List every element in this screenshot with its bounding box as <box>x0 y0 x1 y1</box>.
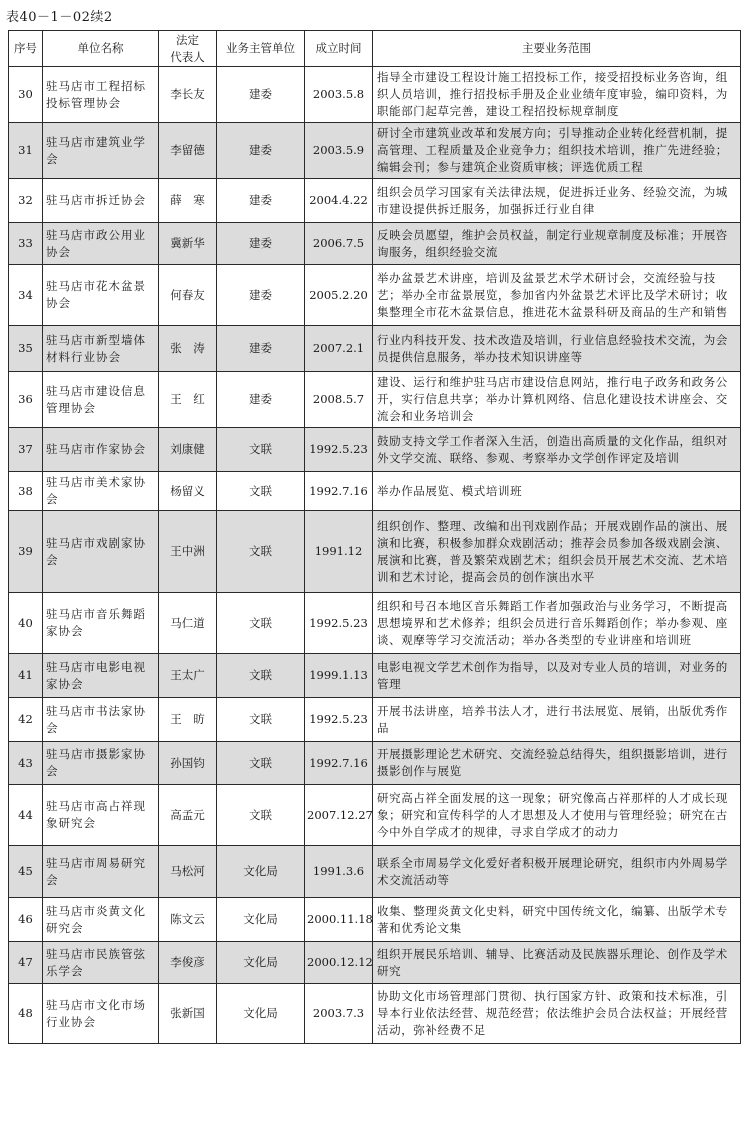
founding-date: 2007.2.1 <box>305 326 373 372</box>
table-row <box>9 223 741 265</box>
founding-date: 2003.5.8 <box>305 67 373 123</box>
table-row <box>9 372 741 428</box>
business-scope: 组织创作、整理、改编和出刊戏剧作品；开展戏剧作品的演出、展演和比赛，积极参加群众戏剧活动；推荐会员参加各级戏剧会演、展演和比赛，普及繁荣戏剧艺术；组织会员开展艺术交流、艺术培训和艺术讨论，提高会员的创作演出水平 <box>373 511 741 593</box>
supervising-department: 文联 <box>217 511 305 593</box>
table-caption: 表40－1－02续2 <box>6 10 113 25</box>
row-number: 42 <box>9 698 43 742</box>
legal-representative: 高孟元 <box>159 785 217 846</box>
founding-date: 1992.5.23 <box>305 698 373 742</box>
row-number: 48 <box>9 984 43 1044</box>
supervising-department: 文联 <box>217 785 305 846</box>
legal-representative: 王 红 <box>159 372 217 428</box>
header-dept: 业务主管单位 <box>217 31 305 67</box>
table-row <box>9 593 741 654</box>
associations-table <box>8 30 741 1044</box>
legal-representative: 王 昉 <box>159 698 217 742</box>
unit-name: 驻马店市建筑业学会 <box>43 123 159 179</box>
unit-name: 驻马店市新型墙体材料行业协会 <box>43 326 159 372</box>
legal-representative: 王太广 <box>159 654 217 698</box>
header-rep <box>159 31 217 67</box>
supervising-department: 文联 <box>217 742 305 785</box>
row-number: 33 <box>9 223 43 265</box>
business-scope: 组织开展民乐培训、辅导、比赛活动及民族器乐理论、创作及学术研究 <box>373 942 741 984</box>
business-scope: 鼓励支持文学工作者深入生活，创造出高质量的文化作品，组织对外文学交流、联络、参观、考察举办文学创作评定及培训 <box>373 428 741 472</box>
legal-representative: 李俊彦 <box>159 942 217 984</box>
supervising-department: 建委 <box>217 223 305 265</box>
business-scope: 行业内科技开发、技术改造及培训，行业信息经验技术交流，为会员提供信息服务，举办技术知识讲座等 <box>373 326 741 372</box>
table-body <box>9 67 741 1044</box>
table-row <box>9 428 741 472</box>
business-scope: 组织会员学习国家有关法律法规，促进拆迁业务、经验交流，为城市建设提供拆迁服务，加强拆迁行业自律 <box>373 179 741 223</box>
row-number: 45 <box>9 846 43 898</box>
business-scope: 组织和号召本地区音乐舞蹈工作者加强政治与业务学习，不断提高思想境界和艺术修养；组织会员进行音乐舞蹈创作；举办参观、座谈、观摩等学习交流活动；举办各类型的专业讲座和培训班 <box>373 593 741 654</box>
supervising-department: 文联 <box>217 472 305 511</box>
table-row <box>9 511 741 593</box>
header-date: 成立时间 <box>305 31 373 67</box>
unit-name: 驻马店市工程招标投标管理协会 <box>43 67 159 123</box>
business-scope: 举办盆景艺术讲座，培训及盆景艺术学术研讨会，交流经验与技艺；举办全市盆景展览，参加省内外盆景艺术评比及学术研讨；收集整理全市花木盆景信息，推进花木盆景科研及商品的生产和销售 <box>373 265 741 326</box>
founding-date: 2004.4.22 <box>305 179 373 223</box>
row-number: 47 <box>9 942 43 984</box>
table-row <box>9 654 741 698</box>
header-scope: 主要业务范围 <box>373 31 741 67</box>
row-number: 32 <box>9 179 43 223</box>
table-row <box>9 67 741 123</box>
supervising-department: 文化局 <box>217 898 305 942</box>
business-scope: 协助文化市场管理部门贯彻、执行国家方针、政策和技术标准，引导本行业依法经营、规范经营；依法维护会员合法权益；开展经营活动，弥补经费不足 <box>373 984 741 1044</box>
header-rep-line1: 法定 <box>176 32 199 47</box>
founding-date: 1992.5.23 <box>305 428 373 472</box>
legal-representative: 冀新华 <box>159 223 217 265</box>
header-name: 单位名称 <box>43 31 159 67</box>
table-row <box>9 942 741 984</box>
table-row <box>9 785 741 846</box>
supervising-department: 文联 <box>217 654 305 698</box>
unit-name: 驻马店市作家协会 <box>43 428 159 472</box>
legal-representative: 刘康健 <box>159 428 217 472</box>
legal-representative: 李长友 <box>159 67 217 123</box>
table-row <box>9 742 741 785</box>
legal-representative: 李留德 <box>159 123 217 179</box>
business-scope: 指导全市建设工程设计施工招投标工作，接受招投标业务咨询，组织人员培训，推行招投标手册及企业业绩年度审验，编印资料，为职能部门起草完善，建设工程招投标规章制度 <box>373 67 741 123</box>
unit-name: 驻马店市书法家协会 <box>43 698 159 742</box>
business-scope: 电影电视文学艺术创作为指导，以及对专业人员的培训，对业务的管理 <box>373 654 741 698</box>
unit-name: 驻马店市民族管弦乐学会 <box>43 942 159 984</box>
supervising-department: 文化局 <box>217 984 305 1044</box>
row-number: 46 <box>9 898 43 942</box>
founding-date: 2003.7.3 <box>305 984 373 1044</box>
row-number: 37 <box>9 428 43 472</box>
table-row <box>9 265 741 326</box>
business-scope: 举办作品展览、模式培训班 <box>373 472 741 511</box>
row-number: 38 <box>9 472 43 511</box>
header-no: 序号 <box>9 31 43 67</box>
founding-date: 1991.12 <box>305 511 373 593</box>
business-scope: 研究高占祥全面发展的这一现象；研究像高占祥那样的人才成长现象；研究和宣传科学的人才思想及人才使用与管理经验；研究在古今中外自学成才的规律，寻求自学成才的动力 <box>373 785 741 846</box>
business-scope: 研讨全市建筑业改革和发展方向；引导推动企业转化经营机制，提高管理、工程质量及企业竞争力；组织技术培训，推广先进经验；编辑会刊；参与建筑企业资质审核；评选优质工程 <box>373 123 741 179</box>
business-scope: 收集、整理炎黄文化史料，研究中国传统文化，编纂、出版学术专著和优秀论文集 <box>373 898 741 942</box>
unit-name: 驻马店市建设信息管理协会 <box>43 372 159 428</box>
table-row <box>9 846 741 898</box>
supervising-department: 建委 <box>217 67 305 123</box>
supervising-department: 文联 <box>217 428 305 472</box>
table-row <box>9 123 741 179</box>
row-number: 34 <box>9 265 43 326</box>
founding-date: 1992.5.23 <box>305 593 373 654</box>
founding-date: 1999.1.13 <box>305 654 373 698</box>
table-row <box>9 698 741 742</box>
founding-date: 1992.7.16 <box>305 472 373 511</box>
legal-representative: 薛 寒 <box>159 179 217 223</box>
business-scope: 反映会员愿望，维护会员权益，制定行业规章制度及标准；开展咨询服务，组织经验交流 <box>373 223 741 265</box>
row-number: 40 <box>9 593 43 654</box>
row-number: 41 <box>9 654 43 698</box>
supervising-department: 建委 <box>217 123 305 179</box>
table-row <box>9 984 741 1044</box>
unit-name: 驻马店市摄影家协会 <box>43 742 159 785</box>
unit-name: 驻马店市拆迁协会 <box>43 179 159 223</box>
supervising-department: 建委 <box>217 326 305 372</box>
supervising-department: 建委 <box>217 265 305 326</box>
row-number: 44 <box>9 785 43 846</box>
legal-representative: 张 涛 <box>159 326 217 372</box>
founding-date: 2000.11.18 <box>305 898 373 942</box>
supervising-department: 建委 <box>217 372 305 428</box>
legal-representative: 陈文云 <box>159 898 217 942</box>
business-scope: 建设、运行和维护驻马店市建设信息网站，推行电子政务和政务公开，实行信息共享；举办计算机网络、信息化建设技术讲座会、交流会和业务培训会 <box>373 372 741 428</box>
row-number: 31 <box>9 123 43 179</box>
unit-name: 驻马店市周易研究会 <box>43 846 159 898</box>
founding-date: 1992.7.16 <box>305 742 373 785</box>
legal-representative: 王中洲 <box>159 511 217 593</box>
supervising-department: 文联 <box>217 593 305 654</box>
legal-representative: 杨留义 <box>159 472 217 511</box>
legal-representative: 何春友 <box>159 265 217 326</box>
legal-representative: 马松河 <box>159 846 217 898</box>
unit-name: 驻马店市炎黄文化研究会 <box>43 898 159 942</box>
business-scope: 联系全市周易学文化爱好者积极开展理论研究，组织市内外周易学术交流活动等 <box>373 846 741 898</box>
founding-date: 2003.5.9 <box>305 123 373 179</box>
row-number: 39 <box>9 511 43 593</box>
business-scope: 开展摄影理论艺术研究、交流经验总结得失，组织摄影培训，进行摄影创作与展览 <box>373 742 741 785</box>
table-row <box>9 472 741 511</box>
founding-date: 1991.3.6 <box>305 846 373 898</box>
unit-name: 驻马店市政公用业协会 <box>43 223 159 265</box>
legal-representative: 孙国钧 <box>159 742 217 785</box>
row-number: 36 <box>9 372 43 428</box>
legal-representative: 马仁道 <box>159 593 217 654</box>
row-number: 35 <box>9 326 43 372</box>
legal-representative: 张新国 <box>159 984 217 1044</box>
table-row <box>9 179 741 223</box>
unit-name: 驻马店市戏剧家协会 <box>43 511 159 593</box>
unit-name: 驻马店市音乐舞蹈家协会 <box>43 593 159 654</box>
founding-date: 2008.5.7 <box>305 372 373 428</box>
founding-date: 2007.12.27 <box>305 785 373 846</box>
unit-name: 驻马店市美术家协会 <box>43 472 159 511</box>
unit-name: 驻马店市电影电视家协会 <box>43 654 159 698</box>
supervising-department: 文化局 <box>217 942 305 984</box>
business-scope: 开展书法讲座，培养书法人才，进行书法展览、展销，出版优秀作品 <box>373 698 741 742</box>
header-rep-line2: 代表人 <box>170 49 205 64</box>
founding-date: 2005.2.20 <box>305 265 373 326</box>
founding-date: 2006.7.5 <box>305 223 373 265</box>
unit-name: 驻马店市高占祥现象研究会 <box>43 785 159 846</box>
header-row <box>9 31 741 67</box>
unit-name: 驻马店市花木盆景协会 <box>43 265 159 326</box>
unit-name: 驻马店市文化市场行业协会 <box>43 984 159 1044</box>
supervising-department: 文联 <box>217 698 305 742</box>
table-row <box>9 326 741 372</box>
row-number: 43 <box>9 742 43 785</box>
supervising-department: 建委 <box>217 179 305 223</box>
founding-date: 2000.12.12 <box>305 942 373 984</box>
table-row <box>9 898 741 942</box>
row-number: 30 <box>9 67 43 123</box>
supervising-department: 文化局 <box>217 846 305 898</box>
